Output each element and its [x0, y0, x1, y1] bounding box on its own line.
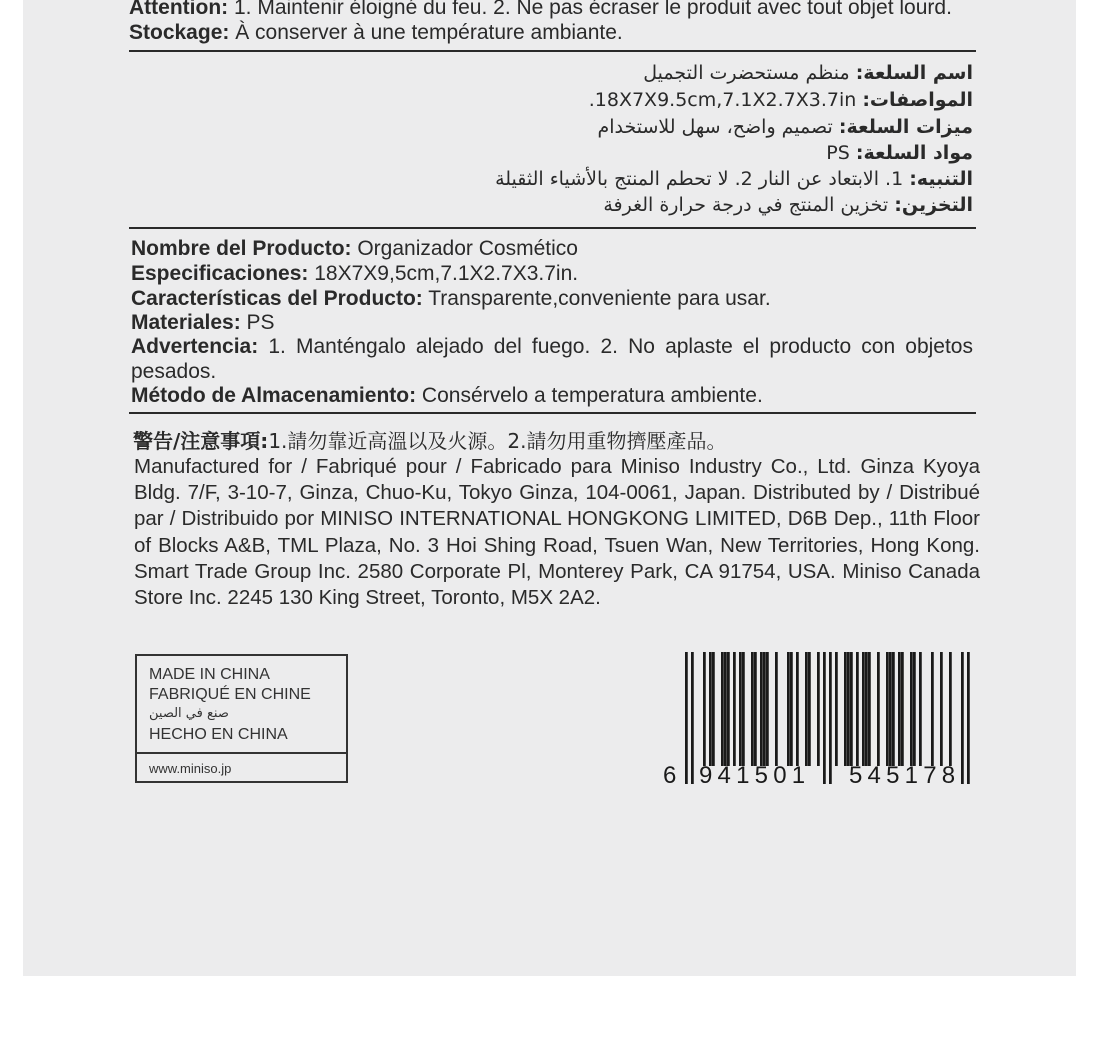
- barcode-bar: [685, 652, 688, 784]
- barcode-bar: [865, 652, 868, 766]
- barcode-bar: [703, 652, 706, 766]
- barcode-bar: [724, 652, 727, 766]
- spanish-materials-line: [131, 311, 275, 335]
- arabic-materials-line: [826, 142, 973, 164]
- barcode: [655, 650, 985, 790]
- barcode-bar: [850, 652, 853, 766]
- arabic-name-label: اسم السلعة:: [855, 62, 973, 84]
- french-attention-text: 1. Maintenir éloigné du feu. 2. Ne pas écraser le produit avec tout objet lourd.: [228, 0, 952, 19]
- arabic-name-line: [643, 62, 973, 84]
- barcode-bar: [709, 652, 712, 766]
- origin-box: [135, 654, 348, 783]
- arabic-features-label: ميزات السلعة:: [838, 116, 973, 138]
- barcode-bar: [823, 652, 826, 784]
- arabic-features-line: [597, 116, 973, 138]
- barcode-bar: [889, 652, 892, 766]
- spanish-name-label: Nombre del Producto:: [131, 237, 352, 260]
- spanish-storage-label: Método de Almacenamiento:: [131, 384, 417, 407]
- barcode-bar: [763, 652, 766, 766]
- barcode-bar: [796, 652, 799, 766]
- origin-divider: [137, 752, 346, 754]
- chinese-warning-line: [133, 425, 726, 454]
- spanish-storage-value: Consérvelo a temperatura ambiente.: [416, 384, 763, 407]
- barcode-left-group: 941501: [699, 762, 811, 789]
- arabic-warning-value: 1. الابتعاد عن النار 2. لا تحطم المنتج بالأشياء الثقيلة: [495, 168, 910, 190]
- arabic-storage-label: التخزين:: [894, 194, 973, 216]
- chinese-warning-label: 警告/注意事項:: [133, 429, 269, 453]
- french-stockage-text: À conserver à une température ambiante.: [229, 21, 623, 44]
- barcode-bar: [817, 652, 820, 766]
- barcode-first-digit: 6: [663, 762, 677, 789]
- barcode-bar: [751, 652, 754, 766]
- spanish-warning-label: Advertencia:: [131, 335, 259, 358]
- divider: [129, 227, 976, 229]
- spanish-features-value: Transparente,conveniente para usar.: [422, 287, 771, 310]
- barcode-bar: [898, 652, 901, 766]
- barcode-bar: [727, 652, 730, 766]
- arabic-materials-label: مواد السلعة:: [855, 142, 973, 164]
- barcode-bar: [856, 652, 859, 766]
- origin-line-fr: FABRIQUÉ EN CHINE: [149, 686, 311, 703]
- barcode-bar: [739, 652, 742, 766]
- french-attention-line: [129, 0, 952, 20]
- spanish-spec-line: [131, 262, 578, 286]
- spanish-materials-value: PS: [240, 311, 275, 334]
- french-attention-label: Attention:: [129, 0, 229, 19]
- barcode-bar: [742, 652, 745, 766]
- arabic-spec-label: المواصفات:: [862, 89, 973, 111]
- barcode-bar: [868, 652, 871, 766]
- chinese-warning-text: 1.請勿靠近高溫以及火源。2.請勿用重物擠壓產品。: [268, 429, 727, 453]
- origin-line-ar: صنع في الصين: [149, 706, 229, 721]
- divider: [129, 412, 976, 414]
- barcode-bar: [892, 652, 895, 766]
- barcode-bar: [913, 652, 916, 766]
- barcode-bar: [808, 652, 811, 766]
- barcode-bar: [940, 652, 943, 766]
- spanish-warning-value: 1. Manténgalo alejado del fuego. 2. No aplaste el producto con objetos pesados.: [131, 335, 973, 383]
- arabic-storage-line: [603, 194, 973, 216]
- spanish-materials-label: Materiales:: [131, 311, 241, 334]
- spanish-spec-label: Especificaciones:: [131, 262, 309, 285]
- barcode-bar: [721, 652, 724, 766]
- arabic-spec-line: [589, 89, 973, 111]
- barcode-bar: [886, 652, 889, 766]
- barcode-bar: [910, 652, 913, 766]
- origin-line-en: MADE IN CHINA: [149, 666, 270, 683]
- manufacturer-paragraph: Manufactured for / Fabriqué pour / Fabricado para Miniso Industry Co., Ltd. Ginza Kyoya Bldg. 7/F, 3-10-7, Ginza, Chuo-Ku, Tokyo Ginza, 104-0061, Japan. Distributed by / Distribué par / Distribuido por MINISO INTERNATIONAL HONGKONG LIMITED, D6B Dep., 11th Floor of Blocks A&B, TML Plaza, No. 3 Hoi Shing Road, Tsuen Wan, New Territories, Hong Kong. Smart Trade Group Inc. 2580 Corporate Pl, Monterey Park, CA 91754, USA. Miniso Canada Store Inc. 2245 130 King Street, Toronto, M5X 2A2.: [134, 455, 980, 610]
- spanish-features-label: Características del Producto:: [131, 287, 423, 310]
- barcode-bar: [766, 652, 769, 766]
- barcode-right-group: 545178: [849, 762, 961, 789]
- barcode-bar: [877, 652, 880, 766]
- origin-line-es: HECHO EN CHINA: [149, 726, 288, 743]
- barcode-bar: [754, 652, 757, 766]
- barcode-bar: [712, 652, 715, 766]
- barcode-bar: [961, 652, 964, 784]
- divider: [129, 50, 976, 52]
- barcode-bar: [835, 652, 838, 766]
- barcode-bar: [847, 652, 850, 766]
- spanish-name-value: Organizador Cosmético: [351, 237, 578, 260]
- spanish-spec-value: 18X7X9,5cm,7.1X2.7X3.7in.: [308, 262, 579, 285]
- spanish-features-line: [131, 287, 771, 311]
- arabic-storage-value: تخزين المنتج في درجة حرارة الغرفة: [603, 194, 895, 216]
- barcode-bar: [862, 652, 865, 766]
- barcode-bar: [967, 652, 970, 784]
- arabic-features-value: تصميم واضح، سهل للاستخدام: [597, 116, 839, 138]
- barcode-bar: [829, 652, 832, 784]
- french-stockage-label: Stockage:: [129, 21, 230, 44]
- barcode-bar: [949, 652, 952, 766]
- barcode-bar: [733, 652, 736, 766]
- website-url: www.miniso.jp: [149, 761, 232, 776]
- barcode-bar: [805, 652, 808, 766]
- arabic-spec-value: 18X7X9.5cm,7.1X2.7X3.7in.: [588, 89, 863, 111]
- arabic-materials-value: PS: [826, 142, 856, 164]
- barcode-bar: [844, 652, 847, 766]
- arabic-warning-line: [495, 168, 973, 190]
- barcode-bar: [901, 652, 904, 766]
- barcode-bar: [760, 652, 763, 766]
- barcode-bar: [790, 652, 793, 766]
- arabic-warning-label: التنبيه:: [909, 168, 973, 190]
- barcode-bar: [691, 652, 694, 784]
- arabic-name-value: منظم مستحضرت التجميل: [643, 62, 856, 84]
- french-stockage-line: [129, 21, 623, 45]
- barcode-bar: [775, 652, 778, 766]
- barcode-bar: [787, 652, 790, 766]
- spanish-storage-line: [131, 384, 763, 408]
- barcode-bar: [931, 652, 934, 766]
- spanish-warning-block: [131, 335, 973, 384]
- barcode-bar: [919, 652, 922, 766]
- spanish-name-line: [131, 237, 578, 261]
